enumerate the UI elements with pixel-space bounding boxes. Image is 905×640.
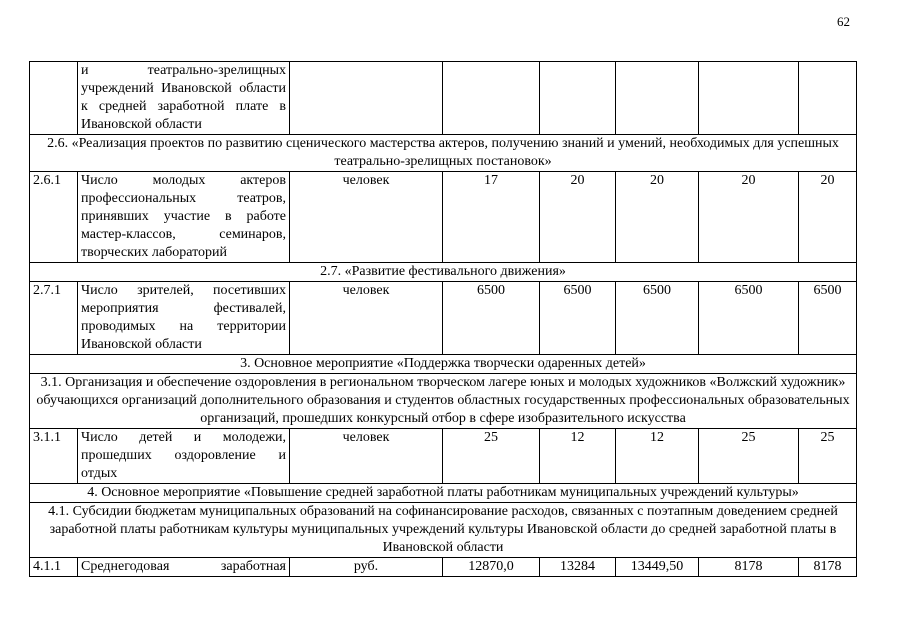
row-number-cell: 2.7.1 xyxy=(30,282,78,355)
page-number: 62 xyxy=(837,14,850,29)
table-row xyxy=(30,429,857,484)
value-cell xyxy=(699,62,799,135)
value-cell xyxy=(799,62,857,135)
table-row xyxy=(30,172,857,263)
value-cell xyxy=(616,62,699,135)
value-cell: 12870,0 xyxy=(443,558,540,577)
value-cell: 13449,50 xyxy=(616,558,699,577)
unit-cell: человек xyxy=(290,429,443,484)
value-cell: 20 xyxy=(799,172,857,263)
unit-cell: руб. xyxy=(290,558,443,577)
unit-cell: человек xyxy=(290,172,443,263)
section-heading: 3.1. Организация и обеспечение оздоровления в региональном творческом лагере юных и молодых художников «Волжский художник» обучающихся организаций дополнительного образования и студентов областных государственных профессиональных образовательных организаций, прошедших конкурсный отбор в сфере изобразительного искусства xyxy=(30,374,857,429)
indicator-name-cell: Число молодых актеров профессиональных театров, принявших участие в работе мастер-классов, семинаров, творческих лабораторий xyxy=(78,172,290,263)
row-number-cell: 2.6.1 xyxy=(30,172,78,263)
section-row xyxy=(30,374,857,429)
value-cell: 25 xyxy=(699,429,799,484)
value-cell xyxy=(443,62,540,135)
section-heading: 3. Основное мероприятие «Поддержка творчески одаренных детей» xyxy=(30,355,857,374)
value-cell: 12 xyxy=(616,429,699,484)
section-heading: 2.7. «Развитие фестивального движения» xyxy=(30,263,857,282)
value-cell: 20 xyxy=(540,172,616,263)
value-cell: 6500 xyxy=(799,282,857,355)
value-cell: 6500 xyxy=(540,282,616,355)
section-row xyxy=(30,355,857,374)
table-row xyxy=(30,62,857,135)
section-heading: 4. Основное мероприятие «Повышение средней заработной платы работникам муниципальных учреждений культуры» xyxy=(30,484,857,503)
value-cell: 17 xyxy=(443,172,540,263)
section-row xyxy=(30,263,857,282)
row-number-cell: 4.1.1 xyxy=(30,558,78,577)
section-row xyxy=(30,484,857,503)
row-number-cell xyxy=(30,62,78,135)
value-cell: 12 xyxy=(540,429,616,484)
value-cell: 8178 xyxy=(799,558,857,577)
section-row xyxy=(30,135,857,172)
value-cell xyxy=(540,62,616,135)
indicator-name-cell: Число детей и молодежи, прошедших оздоровление и отдых xyxy=(78,429,290,484)
value-cell: 6500 xyxy=(443,282,540,355)
section-heading: 2.6. «Реализация проектов по развитию сценического мастерства актеров, получению знаний и умений, необходимых для успешных театрально-зрелищных постановок» xyxy=(30,135,857,172)
value-cell: 8178 xyxy=(699,558,799,577)
value-cell: 6500 xyxy=(616,282,699,355)
value-cell: 6500 xyxy=(699,282,799,355)
unit-cell xyxy=(290,62,443,135)
value-cell: 20 xyxy=(616,172,699,263)
section-row xyxy=(30,503,857,558)
value-cell: 25 xyxy=(443,429,540,484)
unit-cell: человек xyxy=(290,282,443,355)
section-heading: 4.1. Субсидии бюджетам муниципальных образований на софинансирование расходов, связанных с поэтапным доведением средней заработной платы работникам культуры муниципальных учреждений культуры Ивановской области до средней заработной платы в Ивановской области xyxy=(30,503,857,558)
table-row xyxy=(30,282,857,355)
indicators-table xyxy=(29,61,857,577)
row-number-cell: 3.1.1 xyxy=(30,429,78,484)
indicator-name-cell: Число зрителей, посетивших мероприятия фестивалей, проводимых на территории Ивановской области xyxy=(78,282,290,355)
table-row xyxy=(30,558,857,577)
value-cell: 13284 xyxy=(540,558,616,577)
value-cell: 20 xyxy=(699,172,799,263)
value-cell: 25 xyxy=(799,429,857,484)
indicator-name-cell: и театрально-зрелищных учреждений Ивановской области к средней заработной плате в Ивановской области xyxy=(78,62,290,135)
indicator-name-cell: Среднегодовая заработная xyxy=(78,558,290,577)
